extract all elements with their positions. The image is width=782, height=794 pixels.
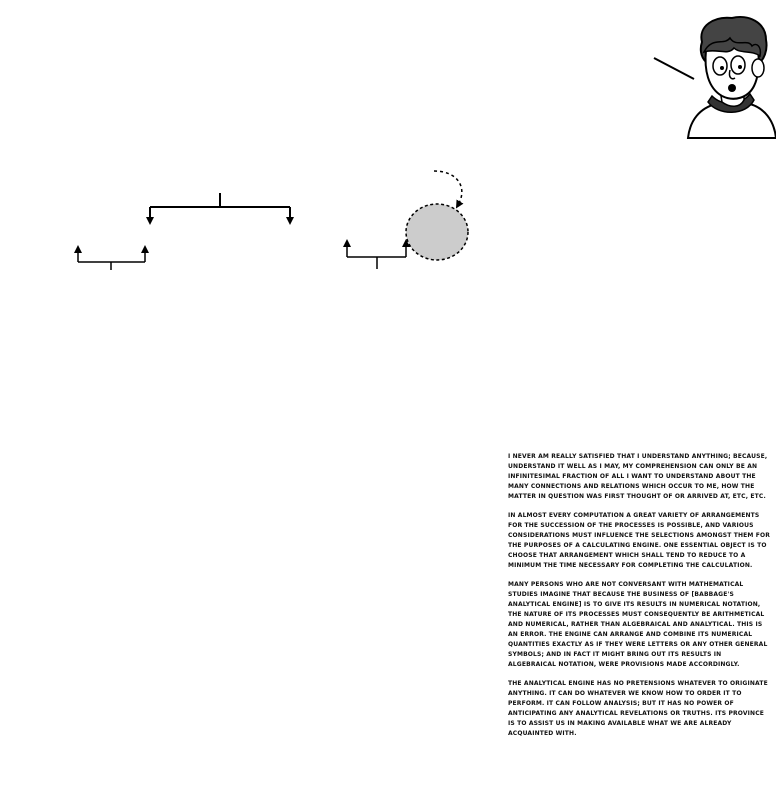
cartoon-boy-icon — [640, 12, 776, 142]
bracket-diagram — [0, 0, 500, 290]
right-bracket — [347, 243, 406, 269]
mouth — [728, 84, 736, 92]
left-eye — [713, 57, 727, 75]
quotes-column — [508, 452, 770, 748]
pointer-line — [654, 58, 694, 79]
quote-no-pretensions: THE ANALYTICAL ENGINE HAS NO PRETENSIONS WHATEVER TO ORIGINATE ANYTHING. IT CAN DO WHATEVER WE KNOW HOW TO ORDER IT TO PERFORM. IT CAN FOLLOW ANALYSIS; BUT IT HAS NO POWER OF ANTICIPATING ANY ANALYTICAL REVELATIONS OR TRUTHS. ITS PROVINCE IS TO ASSIST US IN MAKING AVAILABLE WHAT WE ARE ALREADY ACQUAINTED WITH. — [508, 680, 768, 737]
left-bracket — [78, 249, 145, 270]
dashed-oval — [406, 204, 468, 260]
quote-understanding: I NEVER AM REALLY SATISFIED THAT I UNDERSTAND ANYTHING; BECAUSE, UNDERSTAND IT WELL AS I MAY, MY COMPREHENSION CAN ONLY BE AN INFINITESIMAL FRACTION OF ALL I WANT TO UNDERSTAND ABOUT THE MANY CONNECTIONS AND RELATIONS WHICH OCCUR TO ME, HOW THE MATTER IN QUESTION WAS FIRST THOUGHT OF OR ARRIVED AT, ETC, ETC. — [508, 453, 768, 500]
quote-algebraic-notation: MANY PERSONS WHO ARE NOT CONVERSANT WITH MATHEMATICAL STUDIES IMAGINE THAT BECAUSE THE BUSINESS OF [BABBAGE'S ANALYTICAL ENGINE] IS TO GIVE ITS RESULTS IN NUMERICAL NOTATION, THE NATURE OF ITS PROCESSES MUST CONSEQUENTLY BE ARITHMETICAL AND NUMERICAL, RATHER THAN ALGEBRAICAL AND ANALYTICAL. THIS IS AN ERROR. THE ENGINE CAN ARRANGE AND COMBINE ITS NUMERICAL QUANTITIES EXACTLY AS IF THEY WERE LETTERS OR ANY OTHER GENERAL SYMBOLS; AND IN FACT IT MIGHT BRING OUT ITS RESULTS IN ALGEBRAICAL NOTATION, WERE PROVISIONS MADE ACCORDINGLY. — [508, 581, 768, 668]
quote-computation-arrangements: IN ALMOST EVERY COMPUTATION A GREAT VARIETY OF ARRANGEMENTS FOR THE SUCCESSION OF THE PROCESSES IS POSSIBLE, AND VARIOUS CONSIDERATIONS MUST INFLUENCE THE SELECTIONS AMONGST THEM FOR THE PURPOSES OF A CALCULATING ENGINE. ONE ESSENTIAL OBJECT IS TO CHOOSE THAT ARRANGEMENT WHICH SHALL TEND TO REDUCE TO A MINIMUM THE TIME NECESSARY FOR COMPLETING THE CALCULATION. — [508, 512, 771, 569]
dashed-curved-arrow — [434, 171, 462, 205]
top-bracket — [150, 193, 290, 221]
right-eye — [731, 56, 745, 74]
